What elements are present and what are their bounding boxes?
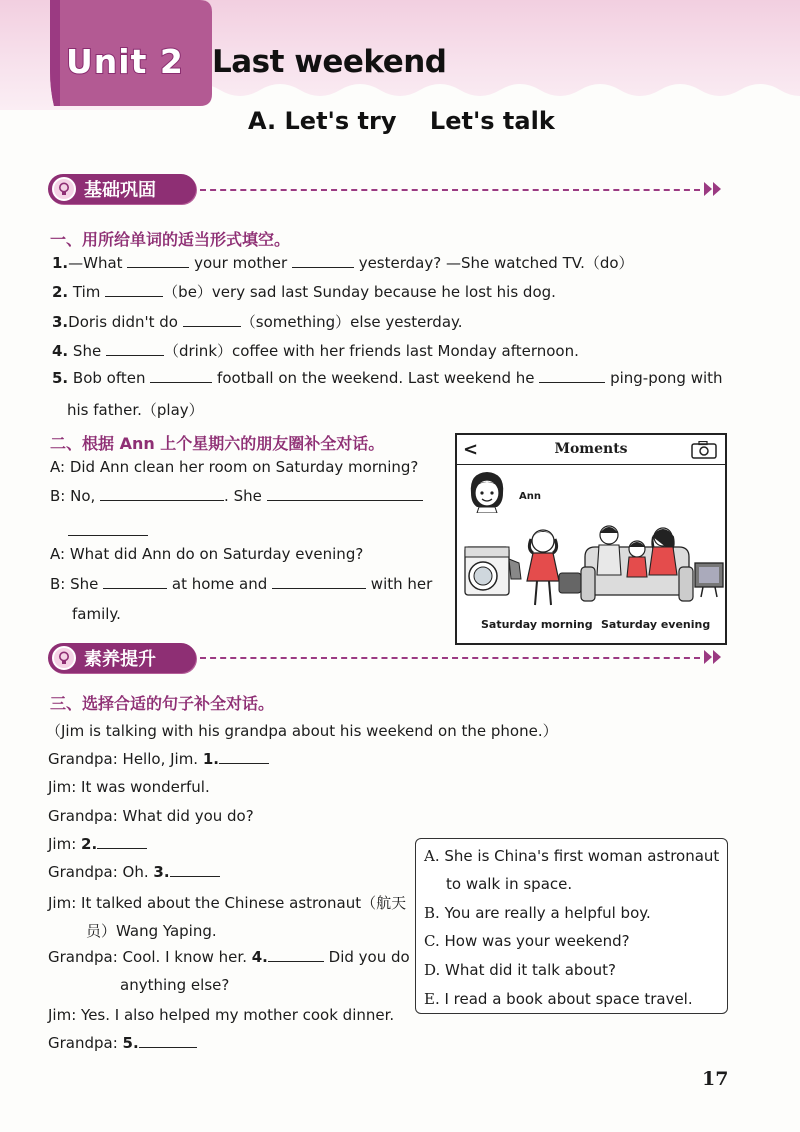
section-divider — [200, 189, 700, 191]
caption-morning: Saturday morning — [481, 618, 593, 631]
dialog-line: A: What did Ann do on Saturday evening? — [50, 545, 364, 563]
answer-blank[interactable] — [100, 487, 224, 501]
dialog-line: Jim: It was wonderful. — [48, 778, 210, 796]
dialog-line: A: Did Ann clean her room on Saturday morning? — [50, 458, 419, 476]
answer-blank[interactable] — [268, 948, 324, 962]
part1-heading: 一、用所给单词的适当形式填空。 — [50, 230, 291, 249]
part3-heading: 三、选择合适的句子补全对话。 — [50, 694, 275, 713]
dialog-line: B: She at home and with her — [50, 575, 433, 593]
question-2: 2. Tim （be）very sad last Sunday because he lost his dog. — [52, 283, 556, 301]
page-number: 17 — [702, 1068, 729, 1090]
dialog-line: Grandpa: What did you do? — [48, 807, 254, 825]
ann-avatar — [465, 469, 509, 513]
dialog-intro: （Jim is talking with his grandpa about his weekend on the phone.） — [46, 722, 558, 740]
answer-blank[interactable] — [139, 1034, 197, 1048]
dialog-line: Jim: Yes. I also helped my mother cook dinner. — [48, 1006, 395, 1024]
dialog-line: Grandpa: 5. — [48, 1034, 197, 1052]
answer-blank[interactable] — [68, 522, 148, 536]
answer-blank[interactable] — [170, 863, 220, 877]
dialog-line: Grandpa: Hello, Jim. 1. — [48, 750, 269, 768]
answer-blank[interactable] — [539, 369, 605, 383]
question-4: 4. She （drink）coffee with her friends last Monday afternoon. — [52, 342, 579, 360]
moments-panel — [455, 433, 727, 645]
answer-blank[interactable] — [106, 342, 164, 356]
answer-blank[interactable] — [183, 313, 241, 327]
section-pill-advanced — [48, 643, 196, 673]
option-b[interactable]: B. You are really a helpful boy. — [424, 904, 651, 922]
question-5-cont: his father.（play） — [67, 401, 204, 419]
saturday-evening-picture — [579, 517, 725, 609]
section-pill-label: 素养提升 — [84, 649, 156, 670]
answer-blank[interactable] — [267, 487, 423, 501]
part2-heading: 二、根据 Ann 上个星期六的朋友圈补全对话。 — [50, 434, 385, 453]
lightbulb-icon — [52, 177, 76, 201]
unit-title: Last weekend — [212, 44, 447, 80]
question-3: 3.Doris didn't do （something）else yesterday. — [52, 313, 463, 331]
options-box — [415, 838, 728, 1014]
saturday-morning-picture — [461, 519, 589, 609]
section-pill-label: 基础巩固 — [84, 180, 156, 201]
dialog-line: Jim: 2. — [48, 835, 147, 853]
answer-blank[interactable] — [103, 575, 167, 589]
double-arrow-icon — [704, 182, 726, 196]
double-arrow-icon — [704, 650, 726, 664]
option-a-cont: to walk in space. — [446, 875, 573, 893]
dialog-line: Jim: It talked about the Chinese astronaut（航天 — [48, 894, 407, 912]
question-5: 5. Bob often football on the weekend. Last weekend he ping-pong with — [52, 369, 723, 387]
answer-blank[interactable] — [105, 283, 163, 297]
section-divider — [200, 657, 700, 659]
dialog-line: Grandpa: Oh. 3. — [48, 863, 220, 881]
answer-blank[interactable] — [97, 835, 147, 849]
unit-label: Unit 2 — [66, 42, 184, 81]
answer-blank[interactable] — [292, 254, 354, 268]
caption-evening: Saturday evening — [601, 618, 711, 631]
question-1: 1.—What your mother yesterday? —She watched TV.（do） — [52, 254, 634, 272]
dialog-line: anything else? — [120, 976, 230, 994]
option-e[interactable]: E. I read a book about space travel. — [424, 990, 693, 1008]
option-d[interactable]: D. What did it talk about? — [424, 961, 616, 979]
dialog-line: Grandpa: Cool. I know her. 4. Did you do — [48, 948, 410, 966]
dialog-line: B: No, . She — [50, 487, 423, 505]
option-c[interactable]: C. How was your weekend? — [424, 932, 630, 950]
answer-blank[interactable] — [219, 750, 269, 764]
answer-blank[interactable] — [150, 369, 212, 383]
camera-icon[interactable] — [691, 441, 717, 459]
moments-header — [457, 435, 725, 465]
moments-title: Moments — [554, 441, 628, 457]
ann-name: Ann — [519, 491, 541, 502]
answer-blank[interactable] — [272, 575, 366, 589]
section-pill-basic — [48, 174, 196, 204]
lesson-title: A. Let's try Let's talk — [248, 107, 555, 135]
back-icon[interactable]: < — [463, 439, 479, 460]
dialog-line: 员）Wang Yaping. — [86, 922, 217, 940]
lightbulb-icon — [52, 646, 76, 670]
option-a[interactable]: A. She is China's first woman astronaut — [424, 847, 720, 865]
dialog-line: family. — [72, 605, 121, 623]
answer-blank[interactable] — [127, 254, 189, 268]
